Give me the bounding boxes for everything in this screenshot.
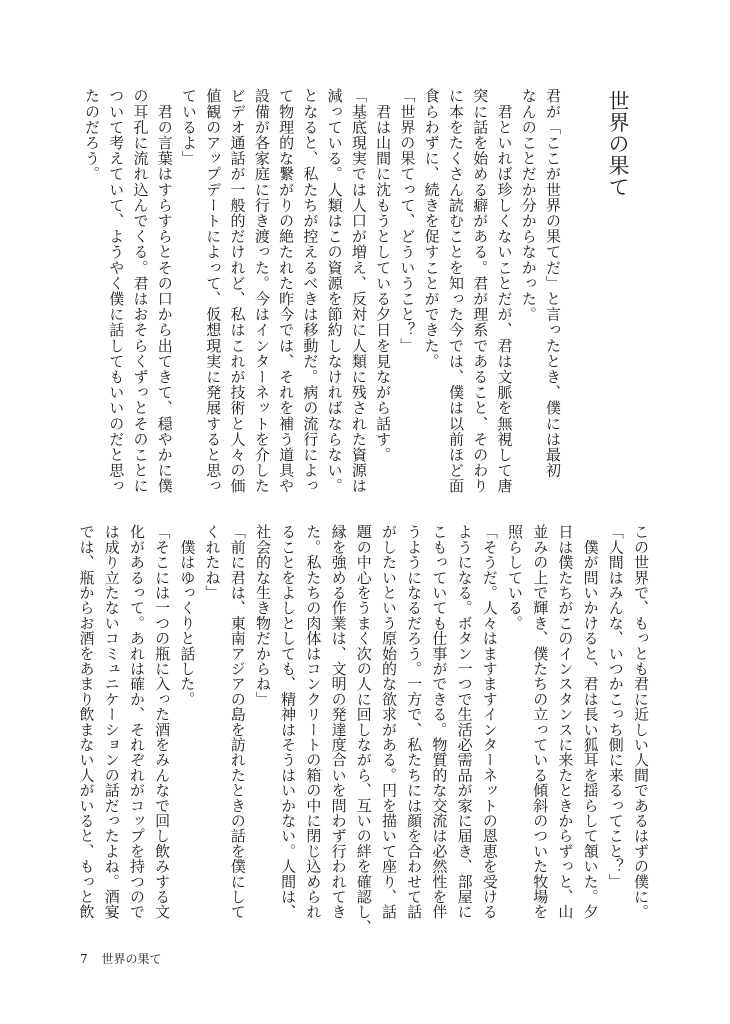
text-column: 照らしている。 <box>505 524 524 631</box>
text-column: たのだろう。 <box>82 88 101 182</box>
text-column: 突に話を始める癖がある。君が理系であること、そのわり <box>471 88 490 494</box>
text-column: では、瓶からお酒をあまり飲まない人がいると、もっと飲 <box>77 524 96 920</box>
text-column: 君の言葉はすらすらとその口から出てきて、穏やかに僕 <box>155 88 174 494</box>
top-text-block <box>80 88 565 494</box>
text-column: 「そうだ。人々はますますインターネットの恩恵を受ける <box>480 524 499 920</box>
text-column: て物理的な繋がりの絶たれた昨今では、それを補う道具や <box>277 88 296 494</box>
page-footer <box>80 950 161 967</box>
text-column: ビデオ通話が一般的だけれど、私はこれが技術と人々の価 <box>228 88 247 494</box>
text-column: ようになる。ボタン一つで生活必需品が家に届き、部屋に <box>455 524 474 920</box>
text-column: 「人間はみんな、いつかこっち側に来るってこと？」 <box>606 524 625 889</box>
text-column: ついて考えていて、ようやく僕に話してもいいのだと思っ <box>107 88 126 494</box>
text-column: 「そこには一つの瓶に入った酒をみんなで回し飲みする文 <box>153 524 172 920</box>
text-column: がしたいという原始的な欲求がある。円を描いて座り、話 <box>379 524 398 920</box>
text-column: この世界で、もっとも君に近しい人間であるはずの僕に。 <box>632 524 650 920</box>
text-column: た。私たちの肉体はコンクリートの箱の中に閉じ込められ <box>304 524 323 920</box>
text-column: 減っている。人類はこの資源を節約しなければならない。 <box>325 88 344 494</box>
text-column: くれたね」 <box>203 524 222 600</box>
text-column: 設備が各家庭に行き渡った。今はインターネットを介した <box>252 88 271 494</box>
text-column: 僕はゆっくりと話した。 <box>178 524 197 707</box>
text-column: 君は山間に沈もうとしている夕日を見ながら話す。 <box>374 88 393 463</box>
text-column: 僕が問いかけると、君は長い狐耳を揺らして頷いた。夕 <box>581 524 600 920</box>
text-column: は成り立たないコミュニケーションの話だったよね。酒宴 <box>102 524 121 920</box>
text-column: 縁を強める作業は、文明の発達度合いを問わず行われてき <box>329 524 348 920</box>
page-number: 7 <box>80 952 88 966</box>
text-column: となると、私たちが控えるべきは移動だ。病の流行によっ <box>301 88 320 494</box>
text-column: なんのことだか分からなかった。 <box>519 88 538 322</box>
text-column: 化があるって。あれは確か、それぞれがコップを持つので <box>127 524 146 920</box>
text-column: 題の中心をうまく次の人に回しながら、互いの絆を確認し、 <box>354 524 373 935</box>
text-column: 並みの上で輝き、僕たちの立っている傾斜のついた牧場を <box>531 524 550 920</box>
text-column: 日は僕たちがこのインスタンスに来たときからずっと、山 <box>556 524 575 920</box>
bottom-text-block <box>73 524 653 934</box>
text-column: 値観のアップデートによって、仮想現実に発展すると思っ <box>204 88 223 494</box>
text-column: の耳孔に流れ込んでくる。君はおそらくずっとそのことに <box>131 88 150 494</box>
chapter-title: 世界の果て <box>606 90 630 198</box>
text-column: に本をたくさん読むことを知った今では、僕は以前ほど面 <box>446 88 465 494</box>
text-column: 社会的な生き物だからね」 <box>253 524 272 707</box>
text-column: こもっていても仕事ができる。物質的な交流は必然性を伴 <box>430 524 449 920</box>
text-column: 「世界の果てって、どういうこと？」 <box>398 88 417 354</box>
running-title: 世界の果て <box>101 952 162 966</box>
text-column: 君が「ここが世界の果てだ」と言ったとき、僕には最初 <box>544 88 562 478</box>
text-column: うようになるだろう。一方で、私たちには顔を合わせて話 <box>405 524 424 920</box>
text-column: 君といれば珍しくないことだが、君は文脈を無視して唐 <box>495 88 514 494</box>
text-column: 「基底現実では人口が増え、反対に人類に残された資源は <box>349 88 368 494</box>
text-column: 「前に君は、東南アジアの島を訪れたときの話を僕にして <box>228 524 247 920</box>
text-column: 食らわずに、続きを促すことができた。 <box>422 88 441 369</box>
text-column: ているよ」 <box>180 88 199 166</box>
text-column: ることをよしとしても、精神はそうはいかない。人間は、 <box>279 524 298 920</box>
